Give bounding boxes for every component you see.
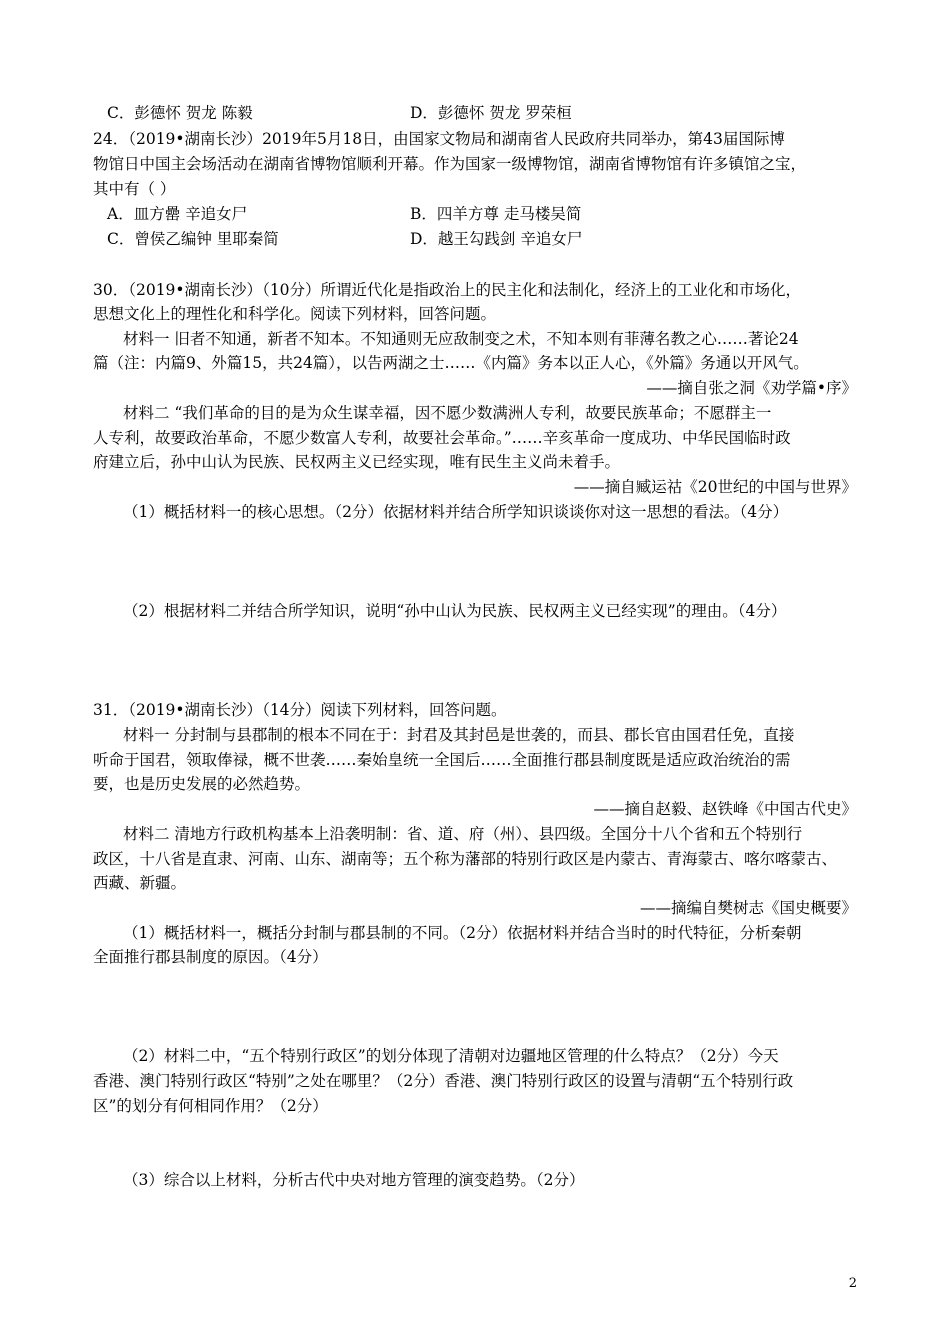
q31-material2-source: ——摘编自樊树志《国史概要》 [639,899,857,917]
q23-option-c: C．彭德怀 贺龙 陈毅 [107,104,253,122]
q30-material2-line2: 人专利，故要政治革命，不愿少数富人专利，故要社会革命。”……辛亥革命一度成功、中华民国临时政 [93,429,791,447]
q30-stem-line2: 思想文化上的理性化和科学化。阅读下列材料，回答问题。 [93,305,497,323]
q31-subquestion-2-line3: 区”的划分有何相同作用？（2分） [93,1097,328,1115]
q31-subquestion-1-line1: （1）概括材料一，概括分封制与郡县制的不同。（2分）依据材料并结合当时的时代特征，分析秦朝 [123,924,802,942]
q24-option-b: B．四羊方尊 走马楼吴简 [410,205,582,223]
q31-subquestion-2-line1: （2）材料二中，“五个特别行政区”的划分体现了清朝对边疆地区管理的什么特点？（2分）今天 [123,1047,779,1065]
q30-subquestion-1: （1）概括材料一的核心思想。（2分）依据材料并结合所学知识谈谈你对这一思想的看法。（4分） [123,503,789,521]
q31-material1-line2: 听命于国君，领取俸禄，概不世袭……秦始皇统一全国后……全面推行郡县制度既是适应政治统治的需 [93,751,791,769]
page-number: 2 [848,1276,857,1291]
q31-material2-line3: 西藏、新疆。 [93,874,187,892]
q24-option-c: C．曾侯乙编钟 里耶秦简 [107,230,279,248]
q31-subquestion-1-line2: 全面推行郡县制度的原因。（4分） [93,948,328,966]
q24-stem-line1: 24．（2019•湖南长沙）2019年5月18日，由国家文物局和湖南省人民政府共同举办，第43届国际博 [93,130,785,148]
q31-subquestion-3: （3）综合以上材料，分析古代中央对地方管理的演变趋势。（2分） [123,1171,585,1189]
q31-material1-line3: 要，也是历史发展的必然趋势。 [93,775,311,793]
q31-material2-line1: 材料二 清地方行政机构基本上沿袭明制：省、道、府（州）、县四级。全国分十八个省和五个特别行 [123,825,803,843]
q31-material2-line2: 政区，十八省是直隶、河南、山东、湖南等；五个称为藩部的特别行政区是内蒙古、青海蒙古、喀尔喀蒙古、 [93,850,838,868]
q23-option-d: D．彭德怀 贺龙 罗荣桓 [410,104,572,122]
q30-material1-line2: 篇（注：内篇9、外篇15，共24篇），以告两湖之士……《内篇》务本以正人心，《外篇》务通以开风气。 [93,354,809,372]
q30-material2-line1: 材料二 “我们革命的目的是为众生谋幸福，因不愿少数满洲人专利，故要民族革命；不愿群主一 [123,404,772,422]
q30-material1-source: ——摘自张之洞《劝学篇•序》 [646,379,857,397]
q24-stem-line3: 其中有（ ） [93,180,176,198]
q30-material1-line1: 材料一 旧者不知通，新者不知本。不知通则无应敌制变之术，不知本则有菲薄名教之心……著论24 [123,330,799,348]
q30-stem-line1: 30．（2019•湖南长沙）（10分）所谓近代化是指政治上的民主化和法制化，经济上的工业化和市场化， [93,281,802,299]
q30-subquestion-2: （2）根据材料二并结合所学知识，说明“孙中山认为民族、民权两主义已经实现”的理由。（4分） [123,602,787,620]
q24-option-a: A．皿方罍 辛追女尸 [107,205,248,223]
q31-material1-line1: 材料一 分封制与县郡制的根本不同在于：封君及其封邑是世袭的，而县、郡长官由国君任免，直接 [123,726,795,744]
q24-stem-line2: 物馆日中国主会场活动在湖南省博物馆顺利开幕。作为国家一级博物馆，湖南省博物馆有许多镇馆之宝， [93,155,807,173]
q31-subquestion-2-line2: 香港、澳门特别行政区“特别”之处在哪里？（2分）香港、澳门特别行政区的设置与清朝“五个特别行政 [93,1072,794,1090]
q24-option-d: D．越王勾践剑 辛追女尸 [410,230,583,248]
q30-material2-source: ——摘自臧运祜《20世纪的中国与世界》 [573,478,857,496]
q30-material2-line3: 府建立后，孙中山认为民族、民权两主义已经实现，唯有民生主义尚未着手。 [93,453,621,471]
q31-stem-line1: 31．（2019•湖南长沙）（14分）阅读下列材料，回答问题。 [93,701,507,719]
q31-material1-source: ——摘自赵毅、赵铁峰《中国古代史》 [593,800,857,818]
